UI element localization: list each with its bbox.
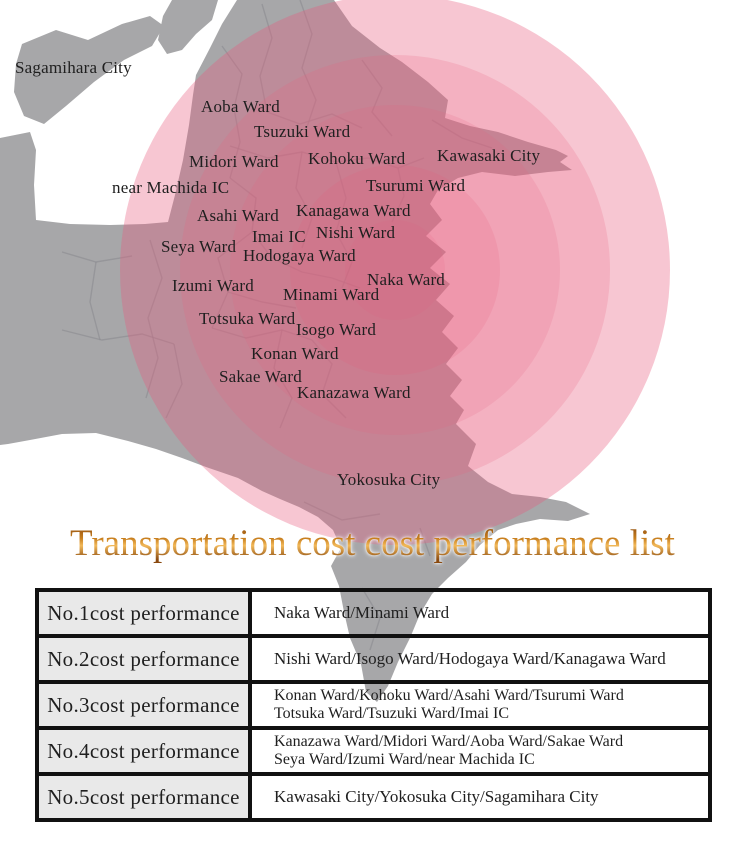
map-label-totsuka-ward: Totsuka Ward (199, 309, 296, 328)
map-label-yokosuka-city: Yokosuka City (337, 470, 441, 489)
map-label-kawasaki-city: Kawasaki City (437, 146, 541, 165)
map-label-naka-ward: Naka Ward (367, 270, 446, 289)
table-row (39, 634, 708, 680)
cost-performance-table (35, 588, 712, 822)
wards-cell (252, 776, 708, 818)
map-label-near-machida-ic: near Machida IC (112, 178, 230, 197)
table-row (39, 592, 708, 634)
map-label-hodogaya-ward: Hodogaya Ward (243, 246, 356, 265)
map-label-tsurumi-ward: Tsurumi Ward (366, 176, 466, 195)
map-label-kanagawa-ward: Kanagawa Ward (296, 201, 411, 220)
map-label-tsuzuki-ward: Tsuzuki Ward (254, 122, 351, 141)
map-label-seya-ward: Seya Ward (161, 237, 237, 256)
map-label-kohoku-ward: Kohoku Ward (308, 149, 406, 168)
map-label-midori-ward: Midori Ward (189, 152, 279, 171)
map-label-sakae-ward: Sakae Ward (219, 367, 302, 386)
map-label-aoba-ward: Aoba Ward (201, 97, 280, 116)
rank-cell: No.3cost performance (39, 684, 252, 726)
map-label-isogo-ward: Isogo Ward (296, 320, 377, 339)
wards-cell (252, 592, 708, 634)
wards-line: Nishi Ward/Isogo Ward/Hodogaya Ward/Kanagawa Ward (274, 648, 666, 668)
map-label-konan-ward: Konan Ward (251, 344, 339, 363)
wards-line: Kawasaki City/Yokosuka City/Sagamihara City (274, 786, 599, 806)
table-row (39, 772, 708, 818)
table-row (39, 726, 708, 772)
rank-cell: No.1cost performance (39, 592, 252, 634)
map-label-minami-ward: Minami Ward (283, 285, 380, 304)
rank-cell: No.4cost performance (39, 730, 252, 772)
map-label-asahi-ward: Asahi Ward (197, 206, 279, 225)
rank-cell: No.5cost performance (39, 776, 252, 818)
wards-line: Konan Ward/Kohoku Ward/Asahi Ward/Tsurumi Ward (274, 687, 624, 705)
map-label-sagamihara-city: Sagamihara City (15, 58, 132, 77)
page-title: Transportation cost cost performance list (70, 523, 675, 564)
table-row (39, 680, 708, 726)
wards-cell (252, 684, 708, 726)
map-label-nishi-ward: Nishi Ward (316, 223, 396, 242)
wards-cell (252, 730, 708, 772)
wards-line: Seya Ward/Izumi Ward/near Machida IC (274, 751, 535, 768)
wards-line: Naka Ward/Minami Ward (274, 602, 450, 622)
map-label-kanazawa-ward: Kanazawa Ward (297, 383, 411, 402)
map-label-imai-ic: Imai IC (252, 227, 306, 246)
wards-line: Kanazawa Ward/Midori Ward/Aoba Ward/Sakae Ward (274, 733, 624, 751)
wards-cell (252, 638, 708, 680)
map-label-izumi-ward: Izumi Ward (172, 276, 254, 295)
rank-cell: No.2cost performance (39, 638, 252, 680)
wards-line: Totsuka Ward/Tsuzuki Ward/Imai IC (274, 705, 509, 722)
